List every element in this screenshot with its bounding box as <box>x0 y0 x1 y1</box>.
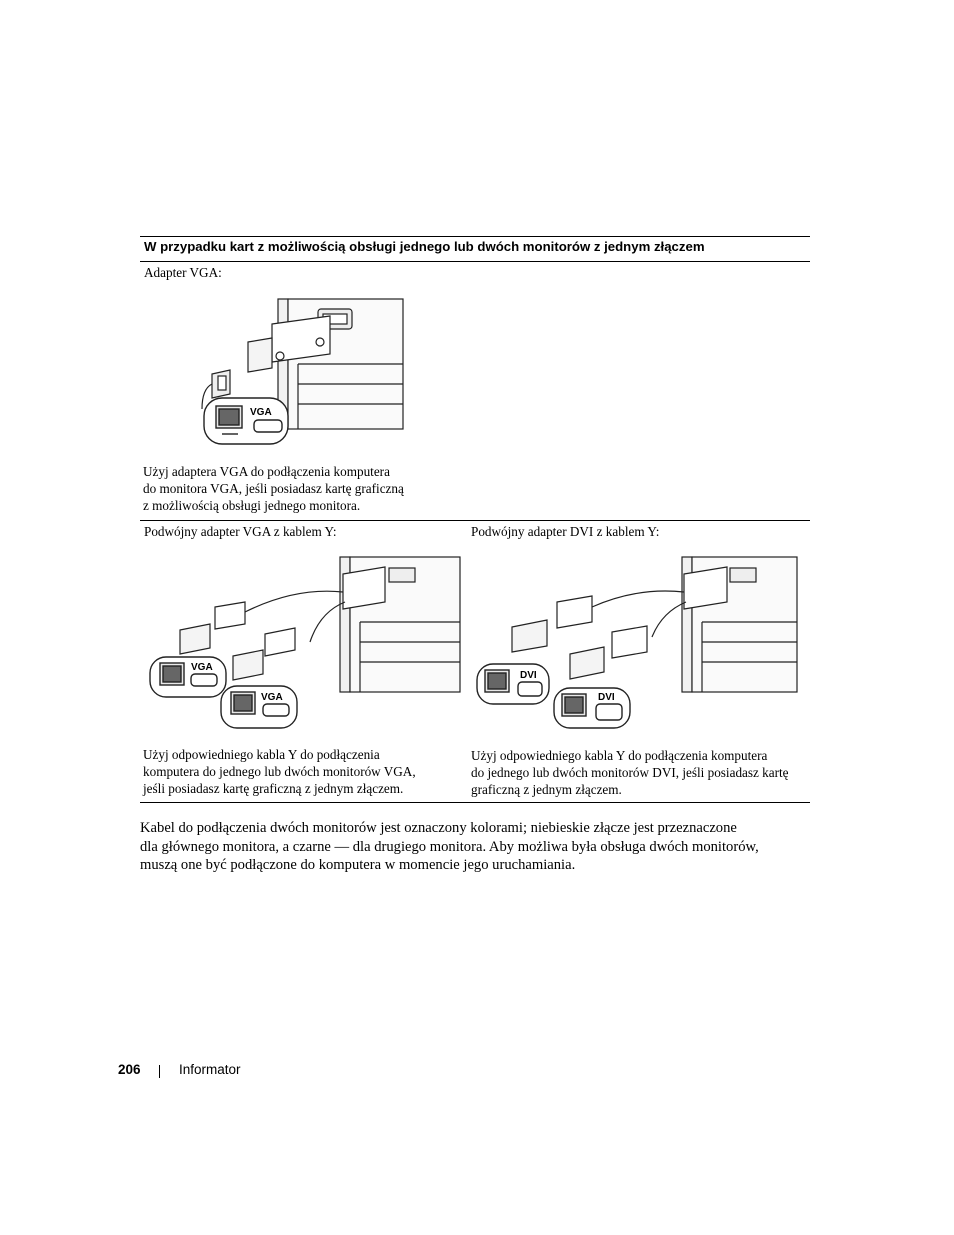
dual-vga-caption <box>143 746 416 797</box>
dual-dvi-illustration <box>472 552 802 732</box>
body-paragraph <box>140 819 759 875</box>
vga-adapter-caption <box>143 463 404 514</box>
caption-line: komputera do jednego lub dwóch monitorów VGA, <box>143 764 416 779</box>
body-line: Kabel do podłączenia dwóch monitorów jest oznaczony kolorami; niebieskie złącze jest przeznaczone <box>140 820 737 836</box>
vga-adapter-label: Adapter VGA: <box>144 265 222 280</box>
caption-line: graficzną z jednym złączem. <box>471 782 622 797</box>
dual-dvi-caption <box>471 747 789 798</box>
dual-vga-badge-text-2: VGA <box>261 692 283 703</box>
dual-vga-badge-text-1: VGA <box>191 662 213 673</box>
table-top-rule <box>140 236 810 237</box>
table-title: W przypadku kart z możliwością obsługi jednego lub dwóch monitorów z jednym złączem <box>144 239 705 254</box>
vga-monitor-badge <box>204 398 288 444</box>
dual-vga-illustration <box>145 552 465 732</box>
dvi-monitor-badge-1 <box>477 664 549 704</box>
body-line: dla głównego monitora, a czarne — dla drugiego monitora. Aby możliwa była obsługa dwóch monitorów, <box>140 838 759 855</box>
dual-dvi-label: Podwójny adapter DVI z kablem Y: <box>471 524 660 539</box>
vga-monitor-badge-1 <box>150 657 226 697</box>
dual-dvi-badge-text-1: DVI <box>520 670 537 681</box>
vga-badge-text: VGA <box>250 407 272 418</box>
caption-line: do jednego lub dwóch monitorów DVI, jeśli posiadasz kartę <box>471 765 789 780</box>
dual-vga-label: Podwójny adapter VGA z kablem Y: <box>144 524 337 539</box>
dvi-monitor-badge-2 <box>554 688 630 728</box>
table-header-rule <box>140 261 810 262</box>
caption-line: Użyj odpowiedniego kabla Y do podłączenia komputera <box>471 748 768 763</box>
table-row-rule <box>140 520 810 521</box>
vga-monitor-badge-2 <box>221 686 297 728</box>
dual-dvi-badge-text-2: DVI <box>598 692 615 703</box>
page-number: 206 <box>118 1062 141 1077</box>
caption-line: Użyj odpowiedniego kabla Y do podłączenia <box>143 747 380 762</box>
caption-line: do monitora VGA, jeśli posiadasz kartę graficzną <box>143 481 404 496</box>
caption-line: jeśli posiadasz kartę graficzną z jednym złączem. <box>143 781 404 796</box>
vga-adapter-illustration <box>180 294 410 454</box>
caption-line: z możliwością obsługi jednego monitora. <box>143 498 361 513</box>
caption-line: Użyj adaptera VGA do podłączenia komputera <box>143 464 390 479</box>
table-bottom-rule <box>140 802 810 803</box>
footer-separator <box>159 1065 160 1078</box>
footer-section-title: Informator <box>179 1062 241 1077</box>
body-line: muszą one być podłączone do komputera w momencie jego uruchamiania. <box>140 857 576 873</box>
